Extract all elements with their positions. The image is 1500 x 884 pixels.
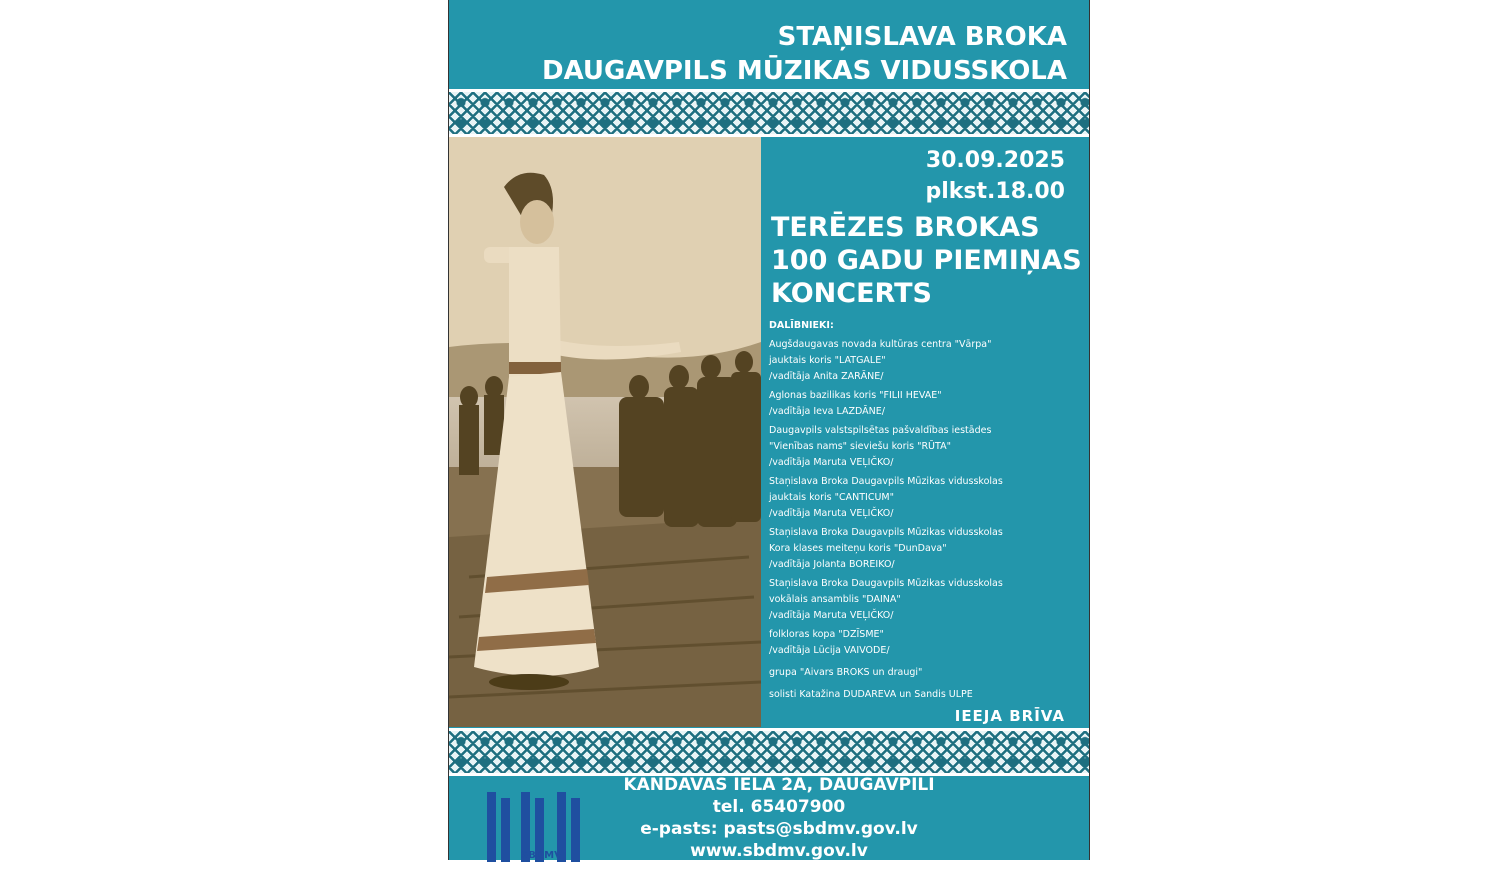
participant-group	[769, 423, 1069, 471]
event-info	[769, 137, 1087, 727]
participant-line: vokālais ansamblis "DAINA"	[769, 594, 901, 605]
participants-list	[769, 318, 1069, 703]
participant-extra: grupa "Aivars BROKS un draugi"	[769, 667, 923, 678]
event-title-line-1: TERĒZES BROKAS	[771, 212, 1040, 243]
participant-line: /vadītāja Ieva LAZDĀNE/	[769, 406, 885, 417]
website-link[interactable]: www.sbdmv.gov.lv	[690, 841, 868, 861]
participant-group	[769, 388, 1069, 420]
ornament-band-bottom	[449, 728, 1089, 776]
participant-line: Aglonas bazilikas koris "FILII HEVAE"	[769, 390, 942, 401]
school-name-line-2: DAUGAVPILS MŪZIKAS VIDUSSKOLA	[541, 56, 1067, 86]
sbdmv-logo	[487, 790, 591, 870]
logo-text: SBDMV	[521, 850, 562, 861]
contact-info	[579, 774, 979, 884]
participant-line: /vadītāja Maruta VEĻIČKO/	[769, 508, 894, 519]
participant-line: jauktais koris "CANTICUM"	[769, 492, 894, 503]
logo-bar	[501, 798, 510, 862]
address: KANDAVAS IELA 2A, DAUGAVPILĪ	[623, 775, 935, 795]
event-datetime	[926, 145, 1065, 207]
participant-line: /vadītāja Lūcija VAIVODE/	[769, 645, 890, 656]
event-title-line-2: 100 GADU PIEMIŅAS	[771, 245, 1082, 276]
event-date: 30.09.2025	[925, 148, 1065, 173]
participant-line: /vadītāja Jolanta BOREIKO/	[769, 559, 895, 570]
event-title-line-3: KONCERTS	[771, 278, 932, 309]
instagram-link[interactable]: WWW.INSTAGRAM.COM/S.B.D.M.V/	[612, 863, 946, 883]
participant-line: jauktais koris "LATGALE"	[769, 355, 886, 366]
participant-line: /vadītāja Maruta VEĻIČKO/	[769, 457, 894, 468]
participant-group	[769, 576, 1069, 624]
free-entry-note: IEEJA BRĪVA	[954, 707, 1065, 725]
participant-line: Staņislava Broka Daugavpils Mūzikas vidusskolas	[769, 476, 1003, 487]
participant-line: Augšdaugavas novada kultūras centra "Vārpa"	[769, 339, 992, 350]
ornament-band-top	[449, 89, 1089, 137]
participants-label: DALĪBNIEKI:	[769, 320, 834, 331]
participant-group	[769, 627, 1069, 659]
logo-bar	[487, 792, 496, 862]
participant-group	[769, 474, 1069, 522]
school-name	[542, 20, 1067, 88]
participant-line: folkloras kopa "DZĪSME"	[769, 629, 884, 640]
conductor-photo-illustration	[449, 137, 761, 727]
historic-photo	[449, 137, 761, 727]
participant-line: Staņislava Broka Daugavpils Mūzikas vidusskolas	[769, 578, 1003, 589]
event-time: plkst.18.00	[925, 179, 1065, 204]
participant-line: Daugavpils valstspilsētas pašvaldības iestādes	[769, 425, 992, 436]
participant-extra: solisti Katažina DUDAREVA un Sandis ULPE	[769, 689, 973, 700]
participant-group	[769, 525, 1069, 573]
participant-line: Staņislava Broka Daugavpils Mūzikas vidusskolas	[769, 527, 1003, 538]
participant-line: "Vienības nams" sieviešu koris "RŪTA"	[769, 441, 951, 452]
email-link[interactable]: e-pasts: pasts@sbdmv.gov.lv	[640, 819, 918, 839]
participant-group	[769, 337, 1069, 385]
school-name-line-1: STAŅISLAVA BROKA	[777, 22, 1067, 52]
participant-line: /vadītāja Maruta VEĻIČKO/	[769, 610, 894, 621]
participant-line: Kora klases meiteņu koris "DunDava"	[769, 543, 947, 554]
participant-line: /vadītāja Anita ZARĀNE/	[769, 371, 884, 382]
phone: tel. 65407900	[712, 797, 846, 817]
concert-poster	[448, 0, 1090, 883]
event-title	[771, 211, 1082, 310]
